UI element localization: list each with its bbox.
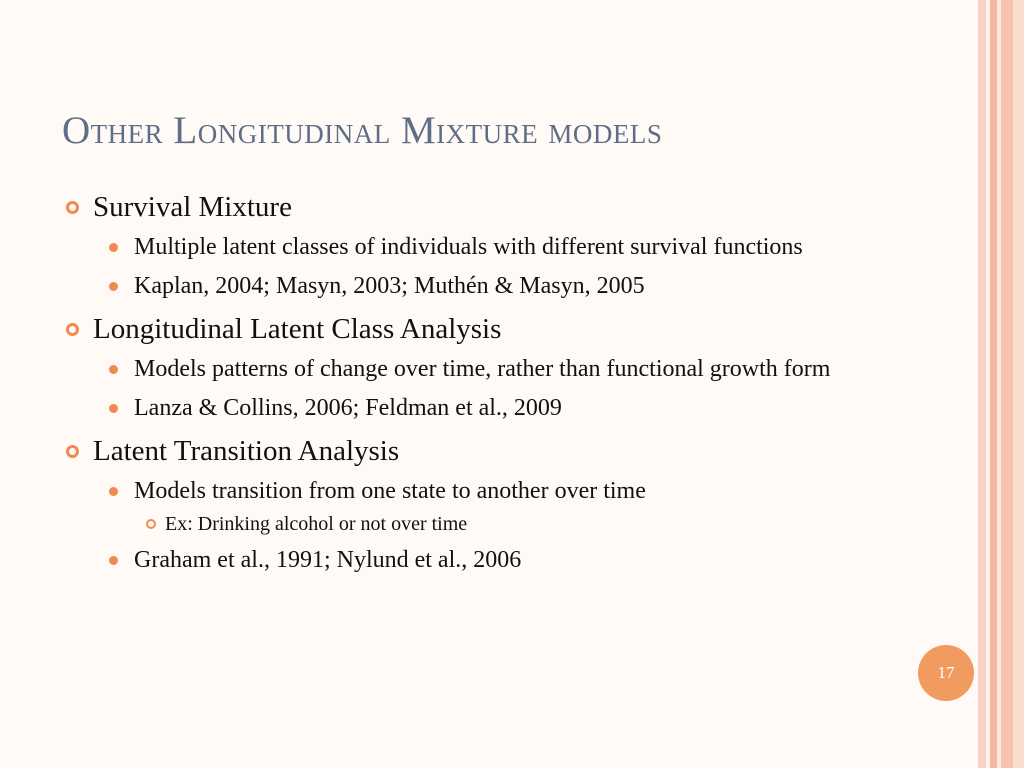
ring-bullet-icon [66,201,79,214]
bullet-section [66,310,966,348]
decorative-edge-stripe [978,0,986,768]
decorative-edge-stripe [990,0,997,768]
ring-bullet-icon [66,445,79,458]
section-heading: Longitudinal Latent Class Analysis [93,313,502,345]
bullet-item-text: Models patterns of change over time, rather than functional growth form [134,356,831,382]
decorative-edge-stripe [1001,0,1013,768]
bullet-item-text: Lanza & Collins, 2006; Feldman et al., 2009 [134,395,562,421]
bullet-item-text: Multiple latent classes of individuals with different survival functions [134,234,803,260]
dot-bullet-icon [109,243,118,252]
sub-bullet-item-text: Ex: Drinking alcohol or not over time [165,513,468,535]
bullet-item-text: Graham et al., 1991; Nylund et al., 2006 [134,547,522,573]
bullet-item [66,230,966,265]
dot-bullet-icon [109,365,118,374]
bullet-section [66,188,966,226]
slide-title: Other Longitudinal Mixture models [62,109,663,152]
dot-bullet-icon [109,404,118,413]
bullet-item [66,474,966,509]
slide-content [66,188,966,578]
section-heading: Survival Mixture [93,191,292,223]
bullet-section [66,432,966,470]
page-number-badge: 17 [918,645,974,701]
dot-bullet-icon [109,282,118,291]
dot-bullet-icon [109,556,118,565]
small-ring-bullet-icon [146,519,156,529]
bullet-item-text: Models transition from one state to another over time [134,478,646,504]
bullet-item [66,352,966,387]
bullet-item [66,269,966,304]
sub-bullet-item [66,509,966,539]
bullet-item [66,391,966,426]
decorative-edge-stripe [1013,0,1024,768]
dot-bullet-icon [109,487,118,496]
ring-bullet-icon [66,323,79,336]
section-heading: Latent Transition Analysis [93,435,400,467]
bullet-item [66,543,966,578]
bullet-item-text: Kaplan, 2004; Masyn, 2003; Muthén & Masyn, 2005 [134,273,645,299]
